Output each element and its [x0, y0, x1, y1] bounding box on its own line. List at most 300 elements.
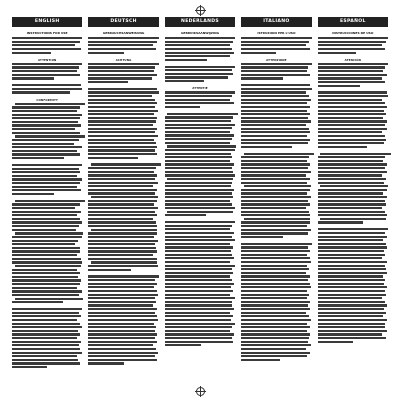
text-line	[318, 254, 386, 256]
text-line	[318, 283, 384, 285]
text-line	[88, 81, 127, 83]
text-line	[241, 304, 308, 306]
text-line	[241, 106, 309, 108]
text-line	[88, 286, 153, 288]
text-line	[241, 74, 310, 76]
text-line	[12, 355, 77, 357]
text-line	[241, 275, 310, 277]
text-line	[12, 258, 81, 260]
text-line	[318, 312, 386, 314]
text-line	[12, 178, 82, 180]
text-line	[244, 185, 312, 187]
text-line	[241, 315, 309, 317]
text-line	[318, 221, 364, 223]
text-line	[88, 294, 158, 296]
text-line	[88, 189, 156, 191]
text-line	[165, 250, 231, 252]
text-line	[88, 254, 153, 256]
text-line	[12, 150, 77, 152]
text-line	[91, 229, 157, 231]
text-line	[165, 207, 235, 209]
text-line	[318, 37, 388, 39]
text-line	[318, 268, 386, 270]
text-line	[318, 319, 387, 321]
text-line	[241, 308, 309, 310]
text-line	[88, 95, 151, 97]
registration-mark-icon	[196, 387, 205, 396]
text-line	[12, 254, 77, 256]
text-line	[165, 44, 230, 46]
text-line	[241, 124, 306, 126]
text-line	[165, 99, 230, 101]
text-line	[165, 315, 233, 317]
text-line	[241, 110, 306, 112]
text-line	[165, 308, 234, 310]
text-line	[88, 323, 153, 325]
text-line	[165, 294, 230, 296]
text-line	[318, 163, 387, 165]
text-line	[318, 146, 367, 148]
text-line	[318, 192, 383, 194]
column-title: ISTRUZIONI PER L'USO	[257, 31, 296, 35]
text-line	[165, 304, 233, 306]
text-line	[318, 239, 383, 241]
text-line	[318, 117, 383, 119]
text-line	[165, 319, 231, 321]
text-line	[165, 153, 231, 155]
text-line	[318, 207, 383, 209]
language-header: ESPAÑOL	[318, 17, 388, 27]
text-line	[241, 214, 310, 216]
text-line	[241, 229, 311, 231]
text-line	[241, 135, 307, 137]
text-line	[318, 290, 385, 292]
text-line	[241, 174, 306, 176]
text-line	[318, 182, 384, 184]
text-line	[318, 246, 388, 248]
text-line	[241, 182, 307, 184]
text-line	[12, 63, 82, 65]
text-line	[165, 95, 233, 97]
text-line	[241, 146, 292, 148]
text-line	[12, 315, 81, 317]
text-line	[241, 48, 309, 50]
text-line	[12, 153, 80, 155]
text-line	[318, 41, 386, 43]
text-line	[318, 189, 387, 191]
text-line	[165, 275, 230, 277]
text-line	[88, 131, 155, 133]
text-line	[12, 333, 80, 335]
text-line	[88, 113, 153, 115]
text-line	[241, 337, 309, 339]
text-line	[12, 352, 82, 354]
text-line	[165, 337, 232, 339]
text-line	[241, 63, 311, 65]
text-line	[165, 163, 234, 165]
text-line	[241, 341, 308, 343]
text-line	[12, 319, 77, 321]
text-line	[241, 279, 308, 281]
text-line	[12, 171, 80, 173]
text-line	[88, 182, 158, 184]
text-line	[165, 246, 233, 248]
text-line	[165, 59, 207, 61]
text-line	[318, 323, 386, 325]
text-line	[244, 218, 310, 220]
text-line	[241, 192, 306, 194]
text-line	[165, 326, 233, 328]
text-line	[165, 182, 233, 184]
text-line	[12, 186, 77, 188]
text-line	[165, 185, 231, 187]
text-line	[88, 102, 156, 104]
text-line	[318, 232, 385, 234]
text-line	[318, 301, 386, 303]
text-line	[318, 63, 388, 65]
text-line	[318, 66, 385, 68]
text-line	[318, 178, 386, 180]
text-line	[318, 113, 386, 115]
text-line	[12, 168, 79, 170]
language-header: ENGLISH	[12, 17, 82, 27]
text-line	[88, 333, 157, 335]
text-line	[15, 265, 82, 267]
text-line	[165, 189, 234, 191]
text-line	[241, 52, 276, 54]
text-line	[12, 294, 79, 296]
text-line	[88, 247, 156, 249]
text-line	[88, 243, 155, 245]
column-body	[318, 37, 388, 380]
text-line	[12, 66, 79, 68]
text-line	[241, 171, 311, 173]
text-line	[241, 44, 306, 46]
text-line	[88, 128, 156, 130]
text-line	[241, 203, 309, 205]
text-line	[88, 301, 156, 303]
text-line	[165, 69, 232, 71]
text-line	[88, 341, 156, 343]
text-line	[165, 272, 233, 274]
text-line	[165, 283, 234, 285]
text-line	[318, 341, 353, 343]
text-line	[165, 134, 234, 136]
text-line	[12, 308, 82, 310]
text-line	[12, 110, 77, 112]
text-line	[318, 135, 386, 137]
column-body	[88, 37, 158, 380]
text-line	[88, 37, 158, 39]
text-line	[318, 257, 383, 259]
text-line	[88, 52, 123, 54]
text-line	[318, 124, 385, 126]
text-line	[318, 52, 357, 54]
text-line	[241, 221, 309, 223]
text-line	[88, 44, 153, 46]
text-line	[241, 41, 309, 43]
text-line	[165, 76, 228, 78]
text-line	[165, 323, 235, 325]
text-line	[241, 326, 309, 328]
text-line	[318, 70, 383, 72]
text-line	[318, 110, 384, 112]
language-columns	[12, 17, 388, 380]
text-line	[12, 121, 78, 123]
text-line	[241, 113, 310, 115]
text-line	[88, 362, 123, 364]
text-line	[241, 294, 309, 296]
text-line	[165, 138, 233, 140]
text-line	[12, 91, 70, 93]
text-line	[241, 225, 306, 227]
text-line	[88, 355, 154, 357]
text-line	[241, 211, 309, 213]
text-line	[12, 243, 75, 245]
text-line	[12, 250, 80, 252]
language-header: NEDERLANDS	[165, 17, 235, 27]
text-line	[15, 232, 83, 234]
text-line	[165, 91, 235, 93]
text-line	[241, 243, 311, 245]
text-line	[318, 174, 383, 176]
text-line	[318, 211, 386, 213]
text-line	[12, 225, 79, 227]
text-line	[241, 272, 306, 274]
text-line	[88, 178, 155, 180]
text-line	[241, 200, 308, 202]
text-line	[241, 348, 306, 350]
text-line	[12, 189, 81, 191]
text-line	[12, 211, 81, 213]
text-line	[12, 117, 80, 119]
text-line	[12, 88, 82, 90]
text-line	[241, 117, 308, 119]
text-line	[165, 116, 233, 118]
language-column	[165, 17, 235, 380]
text-line	[12, 326, 82, 328]
text-line	[241, 297, 307, 299]
text-line	[88, 203, 153, 205]
text-line	[241, 301, 310, 303]
text-line	[12, 323, 80, 325]
text-line	[165, 167, 232, 169]
text-line	[88, 174, 157, 176]
text-line	[88, 290, 156, 292]
text-line	[241, 250, 310, 252]
text-line	[241, 196, 311, 198]
text-line	[318, 304, 388, 306]
text-line	[12, 77, 54, 79]
text-line	[241, 257, 309, 259]
text-line	[88, 70, 153, 72]
text-line	[165, 149, 235, 151]
text-line	[318, 203, 386, 205]
text-line	[12, 146, 82, 148]
text-line	[165, 106, 200, 108]
text-line	[12, 229, 76, 231]
language-column	[241, 17, 311, 380]
text-line	[88, 167, 156, 169]
text-line	[241, 142, 308, 144]
text-line	[167, 178, 232, 180]
column-body	[241, 37, 311, 380]
text-line	[318, 272, 388, 274]
text-line	[165, 156, 233, 158]
text-line	[88, 348, 156, 350]
text-line	[12, 132, 80, 134]
text-line	[88, 91, 158, 93]
text-line	[318, 102, 386, 104]
text-line	[12, 261, 82, 263]
text-line	[165, 254, 233, 256]
text-line	[318, 236, 387, 238]
text-line	[88, 315, 156, 317]
text-line	[165, 265, 235, 267]
text-line	[241, 265, 307, 267]
text-line	[91, 261, 157, 263]
text-line	[88, 41, 156, 43]
text-line	[88, 308, 157, 310]
text-line	[318, 265, 385, 267]
text-line	[318, 286, 387, 288]
text-line	[241, 37, 311, 39]
text-line	[241, 95, 309, 97]
text-line	[241, 261, 311, 263]
text-line	[165, 232, 234, 234]
text-line	[12, 362, 80, 364]
text-line	[12, 214, 77, 216]
text-line	[165, 120, 231, 122]
text-line	[318, 167, 385, 169]
text-line	[165, 330, 230, 332]
text-line	[241, 254, 306, 256]
text-line	[88, 275, 158, 277]
text-line	[12, 218, 80, 220]
text-line	[165, 131, 230, 133]
text-line	[88, 221, 156, 223]
language-column	[318, 17, 388, 380]
text-line	[165, 203, 233, 205]
text-line	[318, 250, 384, 252]
section-heading: CONFORMITY	[36, 97, 59, 102]
text-line	[241, 268, 309, 270]
text-line	[12, 341, 81, 343]
text-line	[12, 164, 82, 166]
text-line	[320, 218, 386, 220]
text-line	[318, 85, 360, 87]
text-line	[88, 106, 154, 108]
text-line	[165, 52, 234, 54]
text-line	[88, 192, 154, 194]
text-line	[88, 225, 157, 227]
text-line	[88, 117, 157, 119]
text-line	[167, 145, 235, 147]
text-line	[88, 283, 157, 285]
text-line	[88, 211, 155, 213]
text-line	[165, 257, 234, 259]
text-line	[12, 52, 51, 54]
text-line	[318, 330, 388, 332]
text-line	[165, 37, 235, 39]
text-line	[318, 196, 388, 198]
text-line	[241, 91, 306, 93]
text-line	[318, 142, 384, 144]
text-line	[88, 326, 156, 328]
text-line	[88, 66, 155, 68]
text-line	[318, 44, 383, 46]
text-line	[88, 207, 158, 209]
text-line	[88, 304, 153, 306]
text-line	[88, 171, 153, 173]
text-line	[88, 135, 158, 137]
text-line	[165, 160, 230, 162]
text-line	[318, 77, 382, 79]
column-title: GEBRUIKSAANWIJZING	[180, 31, 220, 35]
text-line	[165, 102, 234, 104]
text-line	[88, 319, 158, 321]
text-line	[15, 200, 85, 202]
text-line	[241, 344, 311, 346]
text-line	[318, 228, 388, 230]
text-line	[241, 88, 311, 90]
text-line	[165, 192, 232, 194]
section-heading: ACHTUNG	[115, 57, 132, 62]
text-line	[244, 153, 314, 155]
text-line	[241, 66, 308, 68]
text-line	[241, 178, 309, 180]
text-line	[241, 189, 310, 191]
text-line	[12, 114, 82, 116]
text-line	[12, 41, 80, 43]
text-line	[88, 74, 157, 76]
text-line	[318, 315, 383, 317]
text-line	[88, 200, 157, 202]
text-line	[241, 290, 306, 292]
text-line	[241, 120, 311, 122]
text-line	[88, 330, 154, 332]
text-line	[12, 276, 78, 278]
text-line	[318, 275, 383, 277]
text-line	[12, 193, 54, 195]
text-line	[165, 279, 233, 281]
text-line	[88, 312, 155, 314]
text-line	[12, 84, 81, 86]
text-line	[165, 243, 230, 245]
text-line	[12, 359, 78, 361]
text-line	[318, 156, 386, 158]
text-line	[165, 200, 230, 202]
text-line	[12, 344, 79, 346]
text-line	[165, 41, 233, 43]
text-line	[12, 106, 80, 108]
text-line	[165, 66, 235, 68]
text-line	[318, 171, 388, 173]
column-body	[12, 37, 82, 380]
text-line	[88, 124, 153, 126]
text-line	[167, 211, 233, 213]
text-line	[12, 269, 77, 271]
text-line	[241, 232, 308, 234]
text-line	[318, 261, 387, 263]
text-line	[241, 319, 311, 321]
text-line	[165, 221, 235, 223]
text-line	[12, 240, 78, 242]
text-line	[165, 214, 206, 216]
text-line	[318, 294, 386, 296]
text-line	[12, 366, 47, 368]
text-line	[318, 333, 383, 335]
